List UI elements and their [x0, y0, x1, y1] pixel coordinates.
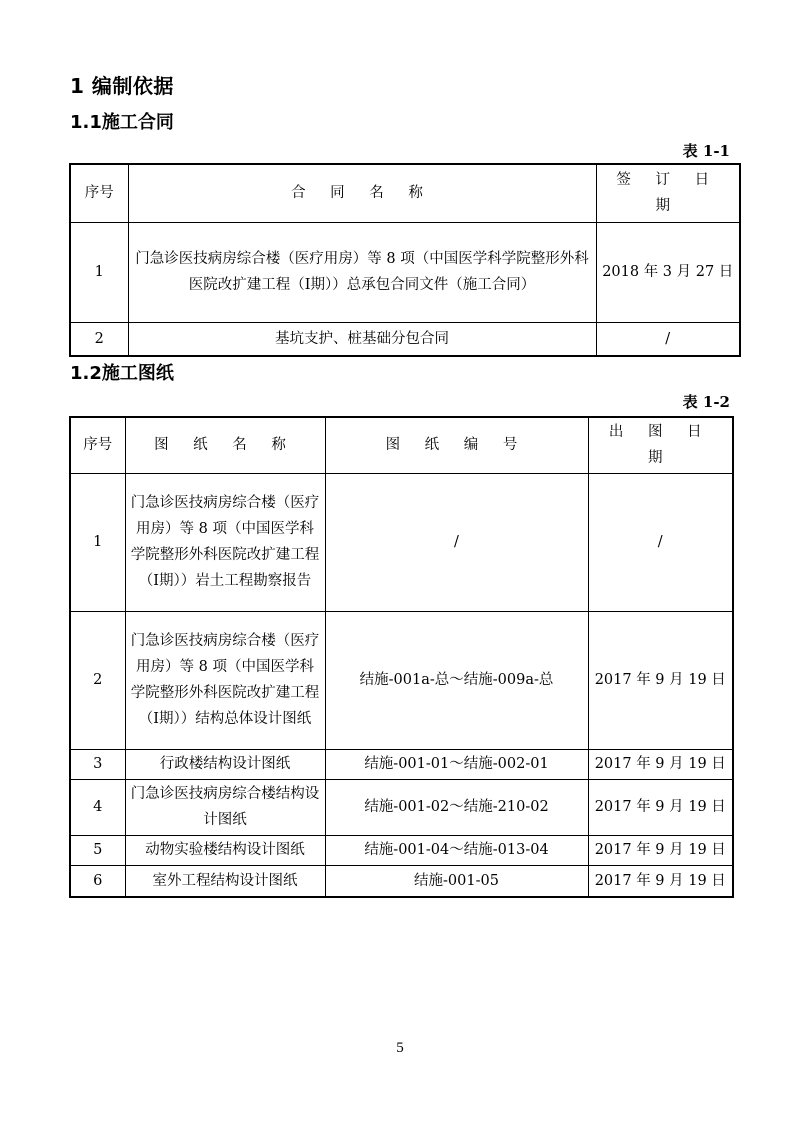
- table-row: [70, 611, 733, 749]
- table-row: [70, 779, 733, 835]
- table-row: [70, 835, 733, 865]
- cell-seq: 4: [70, 779, 125, 835]
- cell-contract-name: 门急诊医技病房综合楼（医疗用房）等 8 项（中国医学科学院整形外科医院改扩建工程（Ⅰ期））总承包合同文件（施工合同）: [128, 222, 596, 322]
- cell-drawing-code: 结施-001a-总～结施-009a-总: [325, 611, 588, 749]
- cell-drawing-name: 室外工程结构设计图纸: [125, 865, 325, 897]
- cell-drawing-code: 结施-001-05: [325, 865, 588, 897]
- cell-drawing-code: 结施-001-01～结施-002-01: [325, 749, 588, 779]
- contract-table: [69, 163, 741, 357]
- cell-seq: 2: [70, 322, 128, 356]
- cell-seq: 1: [70, 473, 125, 611]
- cell-seq: 6: [70, 865, 125, 897]
- cell-seq: 5: [70, 835, 125, 865]
- header-drawing-code: 图 纸 编 号: [325, 417, 588, 473]
- cell-issue-date: /: [588, 473, 733, 611]
- header-issue-date: 出 图 日 期: [588, 417, 733, 473]
- table-header-row: [70, 417, 733, 473]
- cell-sign-date: /: [596, 322, 740, 356]
- cell-contract-name: 基坑支护、桩基础分包合同: [128, 322, 596, 356]
- cell-drawing-name: 动物实验楼结构设计图纸: [125, 835, 325, 865]
- header-contract-name: 合 同 名 称: [128, 164, 596, 222]
- section-heading-1-2: 1.2施工图纸: [70, 363, 174, 384]
- header-seq: 序号: [70, 164, 128, 222]
- table-label-1-1: 表 1-1: [682, 142, 730, 160]
- table-row: [70, 473, 733, 611]
- cell-drawing-name: 门急诊医技病房综合楼（医疗用房）等 8 项（中国医学科学院整形外科医院改扩建工程（Ⅰ期））岩土工程勘察报告: [125, 473, 325, 611]
- cell-issue-date: 2017 年 9 月 19 日: [588, 865, 733, 897]
- drawing-table: [69, 416, 734, 898]
- header-sign-date: 签 订 日 期: [596, 164, 740, 222]
- table-header-row: [70, 164, 740, 222]
- section-heading-1-1: 1.1施工合同: [70, 112, 174, 133]
- table-row: [70, 865, 733, 897]
- cell-issue-date: 2017 年 9 月 19 日: [588, 779, 733, 835]
- table-row: [70, 222, 740, 322]
- cell-seq: 3: [70, 749, 125, 779]
- cell-drawing-code: /: [325, 473, 588, 611]
- cell-drawing-name: 行政楼结构设计图纸: [125, 749, 325, 779]
- cell-issue-date: 2017 年 9 月 19 日: [588, 749, 733, 779]
- table-label-1-2: 表 1-2: [682, 393, 730, 411]
- cell-issue-date: 2017 年 9 月 19 日: [588, 611, 733, 749]
- cell-sign-date: 2018 年 3 月 27 日: [596, 222, 740, 322]
- cell-seq: 2: [70, 611, 125, 749]
- cell-issue-date: 2017 年 9 月 19 日: [588, 835, 733, 865]
- cell-drawing-code: 结施-001-04～结施-013-04: [325, 835, 588, 865]
- cell-seq: 1: [70, 222, 128, 322]
- section-heading-1: 1 编制依据: [70, 74, 174, 98]
- cell-drawing-name: 门急诊医技病房综合楼结构设计图纸: [125, 779, 325, 835]
- header-seq: 序号: [70, 417, 125, 473]
- table-row: [70, 749, 733, 779]
- header-drawing-name: 图 纸 名 称: [125, 417, 325, 473]
- cell-drawing-code: 结施-001-02～结施-210-02: [325, 779, 588, 835]
- page-number: 5: [396, 1040, 404, 1056]
- table-row: [70, 322, 740, 356]
- cell-drawing-name: 门急诊医技病房综合楼（医疗用房）等 8 项（中国医学科学院整形外科医院改扩建工程（Ⅰ期））结构总体设计图纸: [125, 611, 325, 749]
